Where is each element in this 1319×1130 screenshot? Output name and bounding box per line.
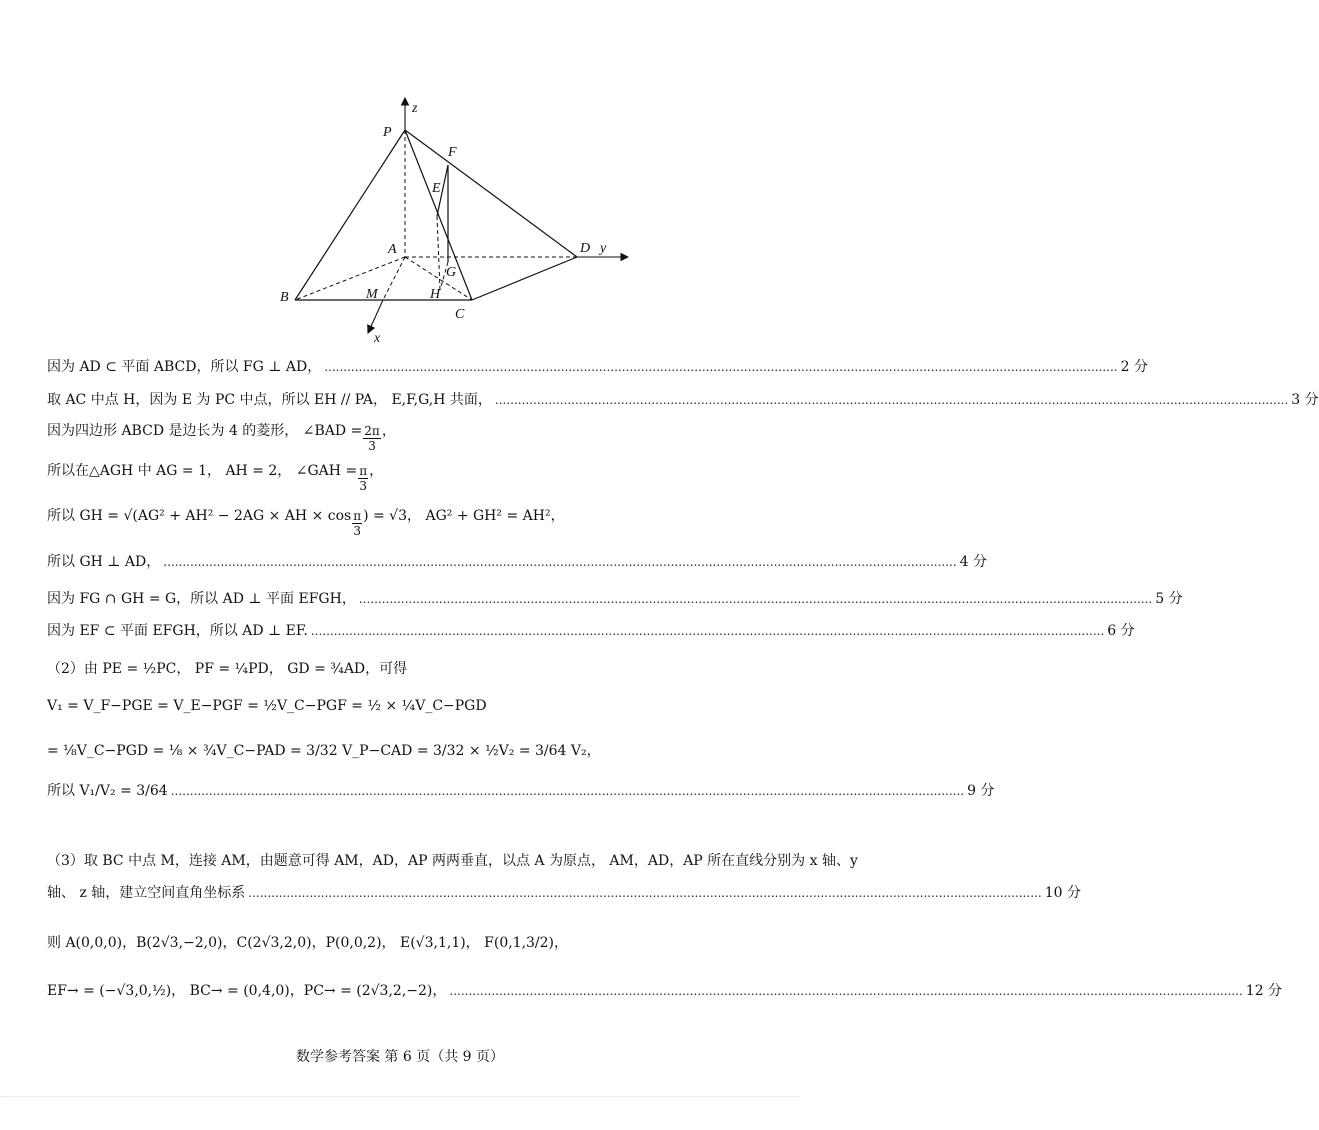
line-text: = ⅛V_C−PGD = ⅛ × ¾V_C−PAD = 3/32 V_P−CAD = 3/32 × ½V₂ = 3/64 V₂，: [47, 743, 601, 759]
line-text: EF→ = (−√3,0,½)， BC→ = (0,4,0)，PC→ = (2√3,2,−2)，: [47, 983, 447, 999]
leader-dots: ................................................................................................................................................................................................................: [248, 886, 1042, 900]
score: 5 分: [1155, 591, 1183, 607]
line-text: （3）取 BC 中点 M，连接 AM，由题意可得 AM，AD，AP 两两垂直，以点 A 为原点， AM，AD，AP 所在直线分别为 x 轴、y: [47, 853, 858, 869]
label-z: z: [412, 101, 418, 116]
score: 12 分: [1245, 983, 1283, 999]
solution-line-1: [47, 356, 1148, 376]
solution-line-12: [47, 780, 995, 800]
solution-line-13: [47, 850, 858, 870]
pyramid-diagram: [0, 0, 800, 350]
score: 3 分: [1291, 392, 1319, 408]
label-F: F: [448, 145, 457, 160]
edge-AM: [383, 257, 405, 300]
score: 2 分: [1120, 359, 1148, 375]
x-axis: [368, 300, 383, 333]
bottom-divider: [0, 1096, 800, 1097]
score: 9 分: [967, 783, 995, 799]
leader-dots: ................................................................................................................................................................................................................: [449, 984, 1243, 998]
solution-line-16: [47, 980, 1283, 1000]
label-y: y: [600, 241, 607, 256]
solution-line-2: [47, 389, 1319, 409]
line-text-post: ，: [369, 463, 384, 479]
line-text: 取 AC 中点 H，因为 E 为 PC 中点，所以 EH // PA， E,F,G,H 共面，: [47, 392, 492, 408]
line-text-pre: 所以 GH = √(AG² + AH² − 2AG × AH × cos: [47, 508, 352, 524]
score: 4 分: [959, 554, 988, 570]
line-text-post: ，: [381, 423, 396, 439]
label-A: A: [388, 242, 397, 257]
solution-line-14: [47, 882, 1081, 902]
line-text: 所以 GH ⊥ AD，: [47, 554, 161, 570]
solution-line-4: [47, 460, 752, 492]
label-x: x: [374, 331, 381, 346]
line-text-post: ) = √3， AG² + GH² = AH²，: [363, 508, 565, 524]
label-G: G: [446, 265, 457, 280]
solution-line-3: [47, 420, 752, 452]
label-E: E: [432, 181, 441, 196]
fraction: $\frac{2\pi}{3}$: [364, 424, 380, 453]
leader-dots: ................................................................................................................................................................................................................: [163, 555, 957, 569]
solution-line-10: [47, 698, 752, 714]
label-H: H: [430, 287, 441, 302]
leader-dots: ................................................................................................................................................................................................................: [324, 360, 1118, 374]
solution-line-11: [47, 740, 752, 760]
line-text-pre: 因为四边形 ABCD 是边长为 4 的菱形， ∠BAD =: [47, 423, 363, 439]
line-text: 则 A(0,0,0)，B(2√3,−2,0)，C(2√3,2,0)，P(0,0,2)， E(√3,1,1)， F(0,1,3/2)，: [47, 935, 569, 951]
edge-CD: [472, 257, 577, 300]
fraction: $\frac{\pi}{3}$: [353, 509, 362, 538]
solution-line-5: [47, 505, 752, 537]
label-C: C: [455, 307, 465, 322]
edge-EH: [437, 216, 440, 290]
line-text: 因为 FG ∩ GH = G，所以 AD ⊥ 平面 EFGH，: [47, 591, 356, 607]
label-M: M: [366, 287, 378, 302]
line-text: （2）由 PE = ½PC， PF = ¼PD， GD = ¾AD，可得: [47, 661, 408, 677]
edge-PC: [405, 130, 472, 300]
line-text: 因为 EF ⊂ 平面 EFGH，所以 AD ⊥ EF.: [47, 623, 308, 639]
leader-dots: ................................................................................................................................................................................................................: [170, 784, 965, 798]
solution-line-7: [47, 588, 1183, 608]
line-text: 轴、 z 轴，建立空间直角坐标系: [47, 885, 246, 901]
edge-PD: [405, 130, 577, 257]
leader-dots: ................................................................................................................................................................................................................: [358, 592, 1153, 606]
solution-line-15: [47, 932, 752, 952]
line-text: 所以 V₁/V₂ = 3/64: [47, 783, 168, 799]
label-D: D: [580, 241, 591, 256]
geometry-figure: [0, 0, 800, 350]
line-text-pre: 所以在△AGH 中 AG = 1， AH = 2， ∠GAH =: [47, 463, 358, 479]
solution-line-6: [47, 551, 988, 571]
solution-line-8: [47, 620, 1135, 640]
leader-dots: ................................................................................................................................................................................................................: [494, 393, 1289, 407]
label-P: P: [383, 125, 392, 140]
leader-dots: ................................................................................................................................................................................................................: [310, 624, 1105, 638]
edge-PB: [295, 130, 405, 300]
line-text: 因为 AD ⊂ 平面 ABCD，所以 FG ⊥ AD，: [47, 359, 322, 375]
fraction: $\frac{\pi}{3}$: [359, 464, 368, 493]
score: 6 分: [1107, 623, 1135, 639]
solution-line-9: [47, 658, 752, 678]
score: 10 分: [1044, 885, 1081, 901]
edge-AB: [295, 257, 405, 300]
page-footer: 数学参考答案 第 6 页（共 9 页）: [295, 1049, 505, 1065]
line-text: V₁ = V_F−PGE = V_E−PGF = ½V_C−PGF = ½ × ¼V_C−PGD: [47, 698, 487, 714]
label-B: B: [280, 290, 289, 305]
